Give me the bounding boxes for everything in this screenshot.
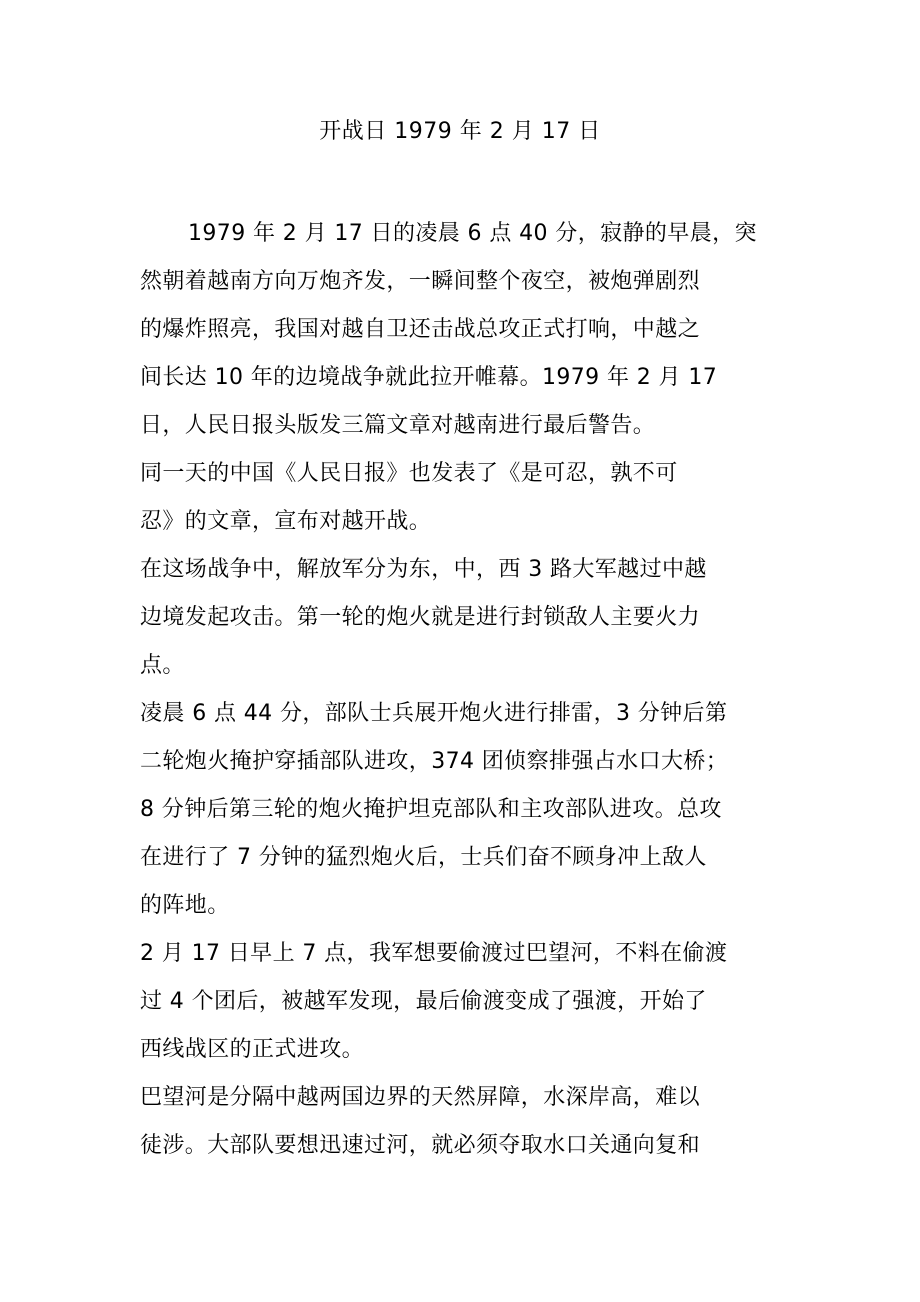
text-line: 8 分钟后第三轮的炮火掩护坦克部队和主攻部队进攻。总攻 [140,797,722,822]
text-line: 在这场战争中，解放军分为东，中，西 3 路大军越过中越 [140,557,707,582]
text-line: 日，人民日报头版发三篇文章对越南进行最后警告。 [140,413,656,438]
text-line: 的阵地。 [140,893,230,918]
text-line: 凌晨 6 点 44 分，部队士兵展开炮火进行排雷，3 分钟后第 [140,701,728,726]
text-line: 同一天的中国《人民日报》也发表了《是可忍，孰不可 [140,461,678,486]
paragraph [140,1074,780,1170]
text-line: 边境发起攻击。第一轮的炮火就是进行封锁敌人主要火力 [140,605,701,630]
text-line: 点。 [140,653,185,678]
document-body [140,210,780,1170]
page-title: 开战日 1979 年 2 月 17 日 [319,119,601,144]
text-line: 二轮炮火掩护穿插部队进攻，374 团侦察排强占水口大桥； [140,749,729,774]
text-line: 过 4 个团后，被越军发现，最后偷渡变成了强渡，开始了 [140,989,707,1014]
text-line: 然朝着越南方向万炮齐发，一瞬间整个夜空，被炮弹剧烈 [140,269,701,294]
text-line: 徒涉。大部队要想迅速过河，就必须夺取水口关通向复和 [140,1133,701,1158]
text-line: 巴望河是分隔中越两国边界的天然屏障，水深岸高，难以 [140,1085,701,1110]
paragraph [140,546,780,690]
text-line: 2 月 17 日早上 7 点，我军想要偷渡过巴望河，不料在偷渡 [140,941,728,966]
paragraph [140,930,780,1074]
text-line: 西线战区的正式进攻。 [140,1037,365,1062]
paragraph [140,210,780,450]
paragraph [140,450,780,546]
text-line: 1979 年 2 月 17 日的凌晨 6 点 40 分，寂静的早晨，突 [188,221,757,246]
text-line: 在进行了 7 分钟的猛烈炮火后，士兵们奋不顾身冲上敌人 [140,845,707,870]
paragraph [140,690,780,930]
text-line: 的爆炸照亮，我国对越自卫还击战总攻正式打响，中越之 [140,317,701,342]
text-line: 忍》的文章，宣布对越开战。 [140,509,432,534]
text-line: 间长达 10 年的边境战争就此拉开帷幕。1979 年 2 月 17 [140,365,718,390]
